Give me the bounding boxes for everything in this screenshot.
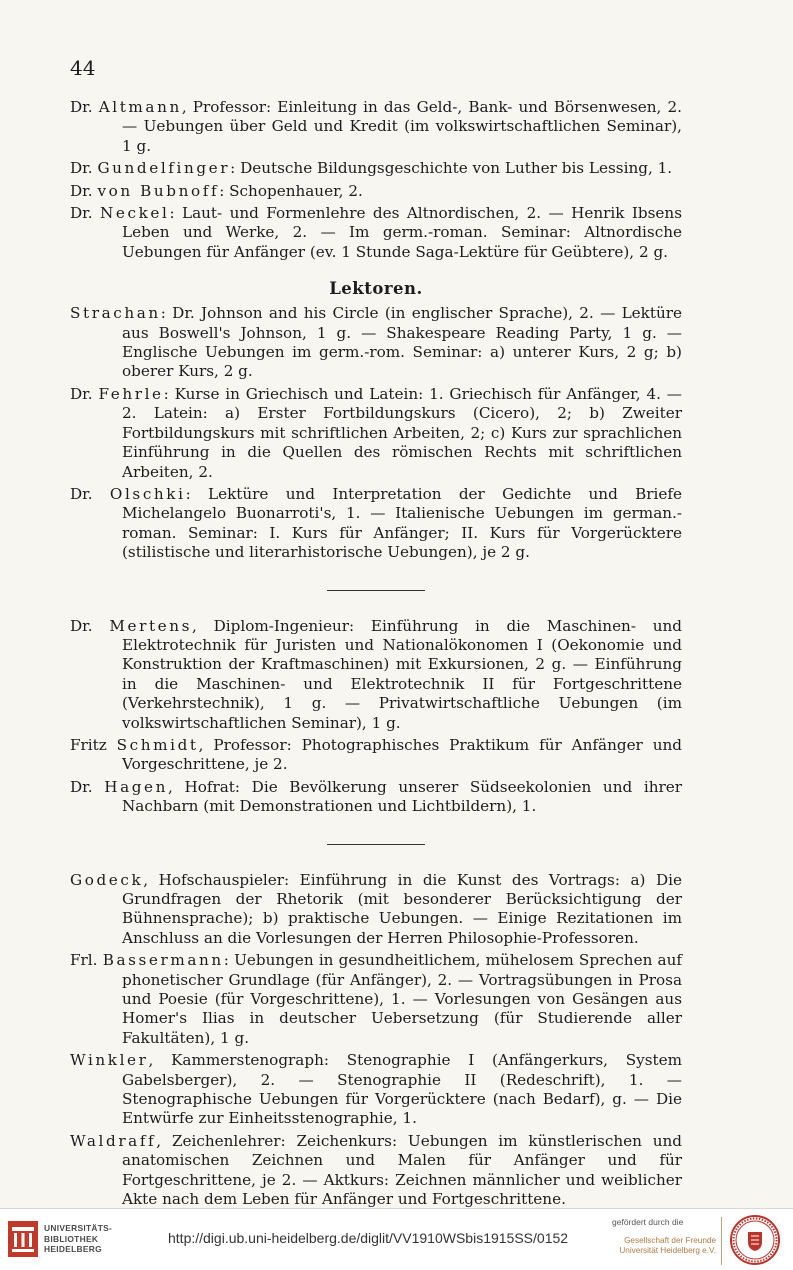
entry-title: Dr. (70, 159, 98, 178)
course-entry (70, 951, 682, 1048)
course-entry (70, 1132, 682, 1210)
entry-title: Dr. (70, 777, 105, 796)
entry-title: Dr. (70, 484, 110, 503)
course-entry (70, 385, 682, 482)
course-entry (70, 778, 682, 817)
course-entry (70, 159, 682, 178)
society-name: Gesellschaft der Freunde Universität Heidelberg e.V. (619, 1236, 716, 1256)
lecturer-name: Neckel (100, 204, 170, 223)
lecturer-name: Olschki (109, 484, 186, 503)
lecturer-name: Strachan (70, 304, 161, 323)
course-description: : Schopenhauer, 2. (219, 181, 363, 200)
entry-title: Dr. (70, 616, 110, 635)
course-description: , Professor: Photographisches Praktikum für Anfänger und Vorgeschrittene, je 2. (122, 735, 682, 774)
digitization-footer (0, 1208, 793, 1270)
course-entry (70, 871, 682, 949)
group-d (70, 871, 682, 1210)
group-b (70, 304, 682, 562)
course-description: : Deutsche Bildungsgeschichte von Luther bis Lessing, 1. (230, 159, 673, 178)
library-name: UNIVERSITÄTS- BIBLIOTHEK HEIDELBERG (44, 1223, 113, 1255)
entry-title: Fritz (70, 735, 117, 754)
course-description: , Diplom-Ingenieur: Einführung in die Maschinen- und Elektrotechnik für Juristen und Nationalökonomen I (Oekonomie und Konstruktion der Kraftmaschinen) mit Exkursionen, 2 g. — Einführung in die Maschinen- und Elektrotechnik II für Fortgeschrittene (Verkehrstechnik), 1 g. — Privatwirtschaftliche Uebungen (im volkswirtschaftlichen Seminar), 1 g. (122, 616, 682, 732)
course-description: , Hofrat: Die Bevölkerung unserer Südseekolonien und ihrer Nachbarn (mit Demonstrationen und Lichtbildern), 1. (122, 777, 682, 816)
lecturer-name: Schmidt (116, 735, 199, 754)
course-description: , Professor: Einleitung in das Geld-, Bank- und Börsenwesen, 2. — Uebungen über Geld und Kredit (im volkswirtschaftlichen Seminar), 1 g. (122, 98, 682, 155)
lecturer-name: Godeck (70, 870, 144, 889)
course-description: : Kurse in Griechisch und Latein: 1. Griechisch für Anfänger, 4. — 2. Latein: a) Erster Fortbildungskurs (Cicero), 2; b) Zweiter Fortbildungskurs mit schriftlichen Arbeiten, 2; c) Kurs zur sprachlichen Einführung in die Quellen des römischen Rechts mit schriftlichen Arbeiten, 2. (122, 384, 682, 481)
library-logo-icon (8, 1221, 38, 1257)
lecturer-name: Bassermann (102, 951, 224, 970)
lecturer-name: Hagen (104, 777, 169, 796)
section-heading-lektoren: Lektoren. (329, 279, 423, 299)
course-entry (70, 98, 682, 156)
lecturer-name: Winkler (70, 1051, 149, 1070)
permalink-url[interactable]: http://digi.ub.uni-heidelberg.de/diglit/VV1910WSbis1915SS/0152 (168, 1230, 569, 1246)
course-description: : Lektüre und Interpretation der Gedichte und Briefe Michelangelo Buonarroti's, 1. — Italienische Uebungen im german.-roman. Seminar: I. Kurs für Anfänger; II. Kurs für Vorgerücktere (stilistische und literarhistorische Uebungen), je 2 g. (122, 484, 682, 562)
separator-rule (327, 844, 425, 845)
page-number: 44 (70, 56, 96, 80)
course-entry (70, 1051, 682, 1129)
entry-title: Dr. (70, 204, 101, 223)
course-description: , Zeichenlehrer: Zeichenkurs: Uebungen im künstlerischen und anatomischen Zeichnen und Malen für Anfänger und für Fortgeschrittene, je 2. — Aktkurs: Zeichnen männlicher und weiblicher Akte nach dem Leben für Anfänger und Fortgeschrittene. (122, 1131, 682, 1209)
lecturer-name: von Bubnoff (97, 181, 220, 200)
university-seal-icon (729, 1214, 781, 1266)
course-entry (70, 736, 682, 775)
group-c (70, 617, 682, 817)
entry-title: Dr. (70, 181, 98, 200)
group-a (70, 98, 682, 262)
separator-rule (327, 590, 425, 591)
lecturer-name: Mertens (109, 616, 193, 635)
lecturer-name: Altmann (98, 98, 182, 116)
course-description: : Dr. Johnson and his Circle (in englischer Sprache), 2. — Lektüre aus Boswell's Johnson, 1 g. — Shakespeare Reading Party, 1 g. — Englische Uebungen im germ.-rom. Seminar: a) unterer Kurs, 2 g; b) oberer Kurs, 2 g. (122, 304, 682, 381)
course-entry (70, 304, 682, 382)
divider (721, 1217, 722, 1265)
lecturer-name: Gundelfinger (97, 159, 231, 178)
course-listing (70, 98, 682, 1261)
entry-title: Dr. (70, 384, 99, 403)
course-description: , Kammerstenograph: Stenographie I (Anfängerkurs, System Gabelsberger), 2. — Stenographie II (Redeschrift), 1. — Stenographische Uebungen für Vorgerücktere (nach Bedarf), g. — Die Entwürfe zur Einheitsstenographie, 1. (122, 1051, 682, 1128)
course-entry (70, 485, 682, 563)
course-description: , Hofschauspieler: Einführung in die Kunst des Vortrags: a) Die Grundfragen der Rhetorik (mit besonderer Berücksichtigung der Bühnensprache); b) praktische Uebungen. — Einige Rezitationen im Anschluss an die Vorlesungen der Herren Philosophie-Professoren. (122, 870, 682, 947)
entry-title: Dr. (70, 98, 99, 116)
lecturer-name: Waldraff (70, 1131, 157, 1150)
funded-by-label: gefördert durch die (612, 1217, 684, 1227)
course-entry (70, 617, 682, 733)
course-description: : Uebungen in gesundheitlichem, mühelosem Sprechen auf phonetischer Grundlage (für Anfänger), 2. — Vortragsübungen in Prosa und Poesie (für Vorgeschrittene), 1. — Vorlesungen von Gesängen aus Homer's Ilias in deutscher Uebersetzung (für Studierende aller Fakultäten), 1 g. (122, 951, 682, 1047)
entry-title: Frl. (70, 951, 103, 970)
lecturer-name: Fehrle (98, 384, 164, 403)
course-description: : Laut- und Formenlehre des Altnordischen, 2. — Henrik Ibsens Leben und Werke, 2. — Im germ.-roman. Seminar: Altnordische Uebungen für Anfänger (ev. 1 Stunde Saga-Lektüre für Geübtere), 2 g. (122, 204, 682, 261)
course-entry (70, 204, 682, 262)
course-entry (70, 182, 682, 201)
